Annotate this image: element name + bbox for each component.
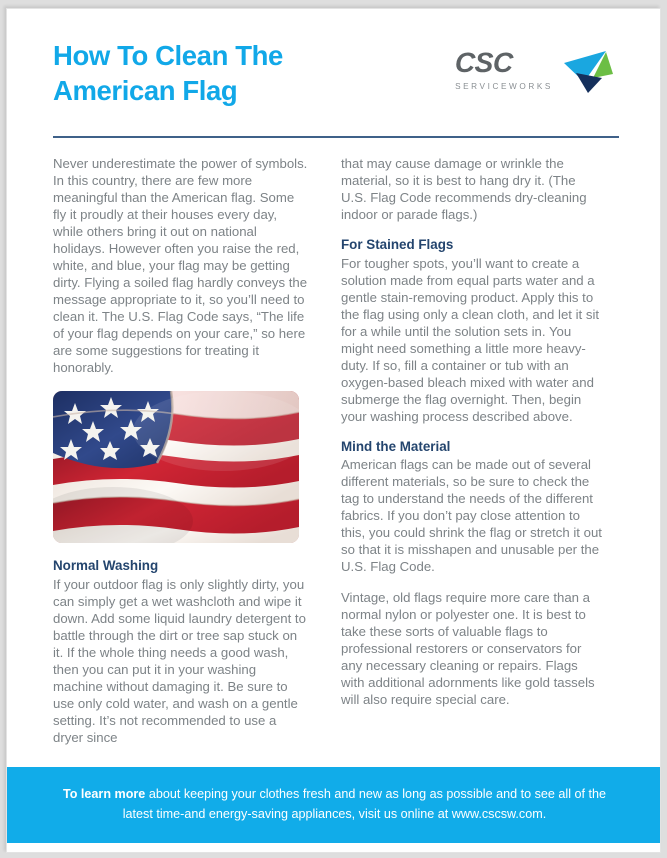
csc-arrow-mark-icon: [562, 48, 614, 99]
stained-flags-paragraph: For tougher spots, you’ll want to create a solution made from equal parts water and a gentle stain-removing product. Apply this to the flag using only a clean cloth, and let it sit for a while until the solution sets in. You might need something a little more heavy-duty. If so, fill a container or tub with an oxygen-based bleach mixed with water and submerge the flag overnight. Then, begin your washing process described above.: [341, 255, 600, 424]
footer-text: [62, 785, 607, 824]
csc-serviceworks-logo[interactable]: [455, 47, 614, 99]
intro-paragraph: Never underestimate the power of symbols. In this country, there are few more meaningful than the American flag. Some fly it proudly at their houses every day, while others bring it out on national holidays. However often you raise the red, white, and blue, your flag may be getting dirty. Flying a soiled flag hardly conveys the message appropriate to it, so you’ll need to clean it. The U.S. Flag Code says, “The life of your flag depends on your care,” so here are some suggestions for treating it honorably.: [53, 156, 308, 376]
logo-wordmark: CSC: [454, 47, 514, 78]
article-columns: [7, 155, 661, 746]
document-header: [7, 9, 661, 133]
page-title: How To Clean The American Flag: [53, 40, 283, 106]
section-heading-normal-washing: Normal Washing: [53, 558, 159, 574]
logo-tagline: SERVICEWORKS: [455, 82, 553, 91]
logo-text-block: [455, 47, 553, 91]
left-column: [53, 155, 309, 746]
section-heading-mind-the-material: Mind the Material: [341, 438, 451, 454]
section-heading-for-stained-flags: For Stained Flags: [341, 237, 454, 253]
header-divider: [53, 136, 619, 138]
footer-banner: [7, 767, 661, 843]
mind-the-material-paragraph: American flags can be made out of several different materials, so be sure to check the tag to understand the needs of the different fabrics. If you don’t pay close attention to this, you could shrink the flag or stretch it out so that it is misshapen and unusable per the U.S. Flag Code.: [341, 457, 602, 575]
vintage-flags-paragraph: Vintage, old flags require more care than a normal nylon or polyester one. It is best to take these sorts of valuable flags to professional restorers or conservators for any necessary cleaning or repairs. Flags with additional adornments like gold tassels will also require special care.: [341, 589, 595, 707]
footer-rest: about keeping your clothes fresh and new as long as possible and to see all of the latest time-and energy-saving appliances, visit us online at www.cscsw.com.: [122, 787, 607, 821]
continuation-paragraph: that may cause damage or wrinkle the material, so it is best to hang dry it. (The U.S. Flag Code recommends dry-cleaning indoor or parade flags.): [341, 156, 587, 223]
footer-lead: To learn more: [62, 787, 146, 802]
right-column: [341, 155, 603, 746]
american-flag-photo: [53, 391, 299, 543]
normal-washing-paragraph: If your outdoor flag is only slightly dirty, you can simply get a wet washcloth and wipe it down. Add some liquid laundry detergent to battle through the dirt or tree sap stuck on it. If the whole thing needs a good wash, then you can put it in your washing machine without damaging it. Be sure to use only cold water, and wash on a gentle setting. It’s not recommended to use a dryer since: [53, 576, 306, 746]
document-page: [6, 8, 661, 853]
